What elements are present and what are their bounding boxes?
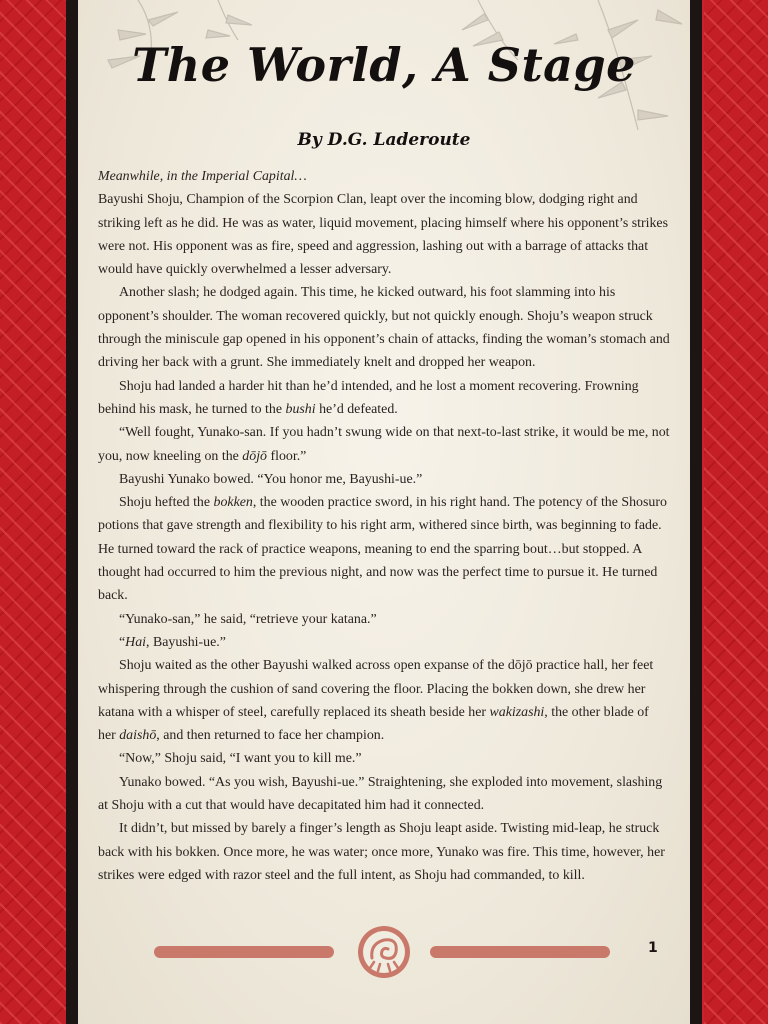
- paragraph: Shoju had landed a harder hit than he’d intended, and he lost a moment recovering. Frowning behind his mask, he turned to the bushi he’d defeated.: [98, 378, 639, 417]
- author-byline: By D.G. Laderoute: [297, 130, 471, 150]
- footer-ornament-bar-right: [430, 946, 610, 958]
- paragraph: Another slash; he dodged again. This time, he kicked outward, his foot slamming into his opponent’s shoulder. The woman recovered quickly, but not quickly enough. Shoju’s weapon struck through the miniscule gap opened in his opponent’s chain of attacks, finding the woman’s stomach and driving her back with a grunt. She immediately knelt and dropped her weapon.: [98, 285, 670, 371]
- right-border-pattern: [704, 0, 768, 1024]
- paragraph: It didn’t, but missed by barely a finger’s length as Shoju leapt aside. Twisting mid-leap, he struck back with his bokken. Once more, he was water; once more, Yunako was fire. This time, however, her strikes were edged with razor steel and the full intent, as Shoju had commanded, to kill.: [98, 821, 665, 883]
- paragraph: Yunako bowed. “As you wish, Bayushi-ue.” Straightening, she exploded into movement, slashing at Shoju with a cut that would have decapitated him had it connected.: [98, 774, 663, 814]
- right-page-edge: [690, 0, 702, 1024]
- footer-ornament-bar-left: [154, 946, 334, 958]
- article-title: The World, A Stage: [132, 38, 636, 92]
- page: [78, 0, 690, 1024]
- paragraph: “Well fought, Yunako-san. If you hadn’t swung wide on that next-to-last strike, it would be me, not you, now kneeling on the dōjō floor.”: [98, 425, 670, 464]
- paragraph: “Now,” Shoju said, “I want you to kill me.”: [119, 751, 362, 767]
- intro-line: Meanwhile, in the Imperial Capital…: [98, 169, 307, 184]
- article-body: [98, 165, 670, 887]
- paragraph: “Yunako-san,” he said, “retrieve your katana.”: [119, 611, 377, 627]
- paragraph: Meanwhile, in the Imperial Capital… Bayushi Shoju, Champion of the Scorpion Clan, leapt over the incoming blow, dodging right and striking left as he did. He was as water, liquid movement, placing himself where his opponent’s strikes were not. His opponent was as fire, speed and aggression, lashing out with a barrage of attacks that would have quickly overwhelmed a lesser adversary.: [98, 169, 668, 278]
- left-border-pattern: [0, 0, 68, 1024]
- paragraph: Shoju hefted the bokken, the wooden practice sword, in his right hand. The potency of the Shosuro potions that gave strength and flexibility to his right arm, withered since birth, was beginning to fade. He turned toward the rack of practice weapons, meaning to end the sparring bout…but stopped. A thought had occurred to him the previous night, and now was the perfect time to pursue it. He turned back.: [98, 495, 667, 604]
- paragraph: Shoju waited as the other Bayushi walked across open expanse of the dōjō practice hall, her feet whispering through the cushion of sand covering the floor. Placing the bokken down, she drew her katana with a whisper of steel, carefully replaced its sheath beside her wakizashi, the other blade of her daishō, and then returned to face her champion.: [98, 658, 654, 744]
- page-number: 1: [648, 940, 658, 956]
- left-page-edge: [66, 0, 78, 1024]
- paragraph: Bayushi Yunako bowed. “You honor me, Bayushi-ue.”: [119, 471, 423, 487]
- scorpion-clan-mon-icon: [356, 924, 412, 980]
- paragraph: “Hai, Bayushi-ue.”: [119, 634, 226, 650]
